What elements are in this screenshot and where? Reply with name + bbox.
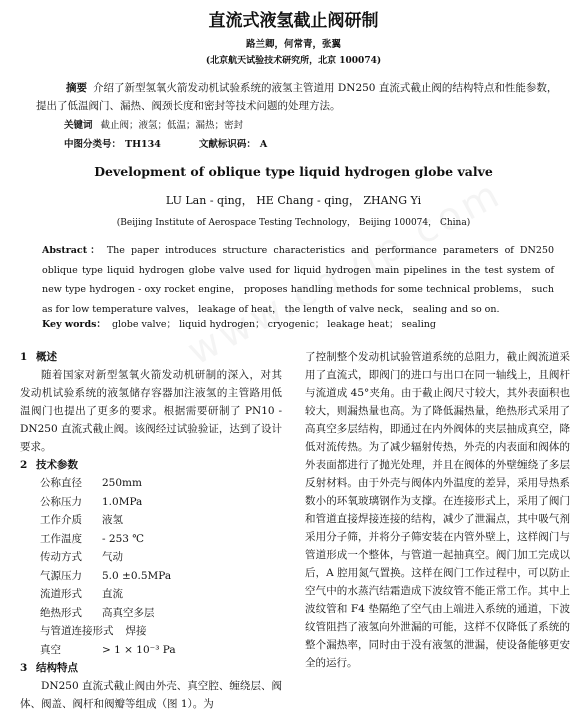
param-label: 工作温度: [40, 532, 82, 545]
param-label: 气源压力: [40, 569, 82, 582]
doc-label: 文献标识码：: [198, 139, 256, 150]
authors-cn: 路兰卿，何常青，张翼: [245, 39, 341, 50]
param-row: [20, 567, 282, 586]
param-row: [20, 548, 282, 567]
param-label: 流道形式: [40, 588, 82, 600]
right-column: [305, 348, 570, 672]
param-value: 5.0 ±0.5MPa: [102, 569, 172, 582]
param-row: [20, 604, 282, 623]
section-1-number: 1: [20, 351, 28, 363]
class-code: TH134: [125, 139, 161, 150]
doc-code: A: [259, 139, 268, 150]
doc-code-group: [199, 139, 271, 150]
param-label: 工作介质: [40, 514, 82, 526]
param-list: [20, 474, 282, 659]
abstract-cn-text: 介绍了新型氢氧火箭发动机试验系统的液氢主管道用 DN250 直流式截止阀的结构特点和性能参数，提出了低温阀门、漏热、阀颈长度和密封等技术问题的处理方法。: [36, 82, 558, 112]
param-value: - 253 ℃: [102, 532, 145, 545]
left-column: [20, 348, 282, 713]
section-3-number: 3: [20, 662, 28, 674]
section-2-heading: [20, 456, 282, 474]
param-row: [20, 493, 282, 512]
param-value: 1.0MPa: [102, 495, 143, 508]
keywords-en: [42, 316, 436, 330]
param-label: 传动方式: [40, 551, 82, 563]
param-row: [20, 622, 282, 641]
param-value: 气动: [102, 551, 123, 563]
param-value: 液氢: [102, 514, 123, 526]
param-value: 250mm: [102, 477, 142, 489]
param-value: 直流: [102, 588, 123, 600]
param-label: 与管道连接形式: [40, 625, 114, 637]
section-3-heading: [20, 659, 282, 677]
section-3-text: DN250 直流式截止阀由外壳、真空腔、缠绕层、阀体、阀盖、阀杆和阀瓣等组成（图 1）。为: [20, 680, 282, 710]
keywords-en-text: globe valve； liquid hydrogen； cryogenic； leakage heat； sealing: [111, 319, 436, 330]
param-label: 公称直径: [40, 477, 82, 489]
vacuum-label: 真空: [40, 643, 61, 656]
classification-line: [64, 136, 271, 150]
keywords-cn: [64, 117, 243, 131]
affiliation-cn: (北京航天试验技术研究所，北京 100074): [205, 56, 382, 66]
param-row: [20, 530, 282, 549]
right-column-text: 了控制整个发动机试验管道系统的总阻力，截止阀流道采用了直流式，即阀门的进口与出口在同一轴线上，且阀杆与流道成 45°夹角。由于截止阀尺寸较大，其外表面积也较大，则漏热量也高。为了降低漏热量，绝热形式采用了高真空多层结构，即通过在内外阀体的夹层抽成真空，降低对流传热。为了减少辐射传热，外壳的内表面和阀体的外表面都进行了抛光处理，并且在阀体的外壁缠绕了多层反射材料。由于外壳与阀体内外温度的差异，采用导热系数小的环氧玻璃钢作为支撑。在连接形式上，采用了阀门和管道直接焊接连接的结构，减少了泄漏点，其中吸气剂采用分子筛，并将分子筛安装在内管外壁上，这样阀门与管道形成一个整体，与管道一起抽真空。阀门加工完成以后，A 腔用氮气置换。这样在阀门工作过程中，可以防止空气中的水蒸汽结霜造成下波纹管不能正常工作。其中上波纹管和 F4 垫隔绝了空气由上端进入系统的通道，下波纹管阻挡了液氢向外泄漏的可能，这样不仅降低了系统的整个漏热率，同时由于没有液氢的泄漏，使设备能够更安全的运行。: [305, 351, 570, 669]
param-value: 焊接: [125, 625, 147, 637]
param-label: 绝热形式: [40, 606, 82, 619]
section-1-text: 随着国家对新型氢氧火箭发动机研制的深入，对其发动机试验系统的液氢储存容器加注液氢的主管路用低温阀门也提出了更多的要求。根据需要研制了 PN10 - DN250 直流式截止阀。该阀经过试验验证，达到了设计要求。: [20, 369, 282, 453]
paper-title-en: Development of oblique type liquid hydrogen globe valve: [94, 164, 493, 179]
class-label: 中图分类号：: [64, 139, 122, 150]
section-1-heading: [20, 348, 282, 366]
keywords-cn-text: 截止阀；液氢；低温；漏热；密封: [100, 120, 244, 131]
authors-en: LU Lan - qing， HE Chang - qing， ZHANG Yi: [165, 194, 422, 207]
param-row: [20, 474, 282, 493]
paper-title-cn: 直流式液氢截止阀研制: [208, 11, 379, 31]
param-label: 公称压力: [40, 495, 82, 508]
keywords-cn-label: 关键词: [64, 120, 93, 131]
section-2-title: 技术参数: [36, 459, 78, 471]
param-row: [20, 585, 282, 604]
abstract-cn-label: 摘要: [66, 82, 87, 94]
section-1-title: 概述: [36, 351, 57, 363]
abstract-en-text: The paper introduces structure characteristics and performance parameters of DN250 oblique type liquid hydrogen globe valve used for liquid hydrogen main pipelines in the test system of new type hydrogen - oxy rocket engine， proposes handling methods for some technical problems， such as for low temperature valves， leakage of heat， the length of valve neck， sealing and so on.: [42, 245, 554, 315]
vacuum-value: > 1 × 10⁻³ Pa: [102, 643, 176, 656]
section-3-title: 结构特点: [36, 662, 78, 674]
section-2-number: 2: [20, 459, 28, 471]
param-row: [20, 511, 282, 530]
abstract-en-label: Abstract：: [42, 245, 103, 256]
param-value: 高真空多层: [102, 606, 155, 619]
affiliation-en: (Beijing Institute of Aerospace Testing Technology， Beijing 100074， China): [116, 218, 471, 228]
abstract-en: [42, 241, 554, 319]
keywords-en-label: Key words：: [42, 319, 106, 330]
abstract-cn: [36, 79, 558, 115]
vacuum-row: [20, 641, 282, 660]
